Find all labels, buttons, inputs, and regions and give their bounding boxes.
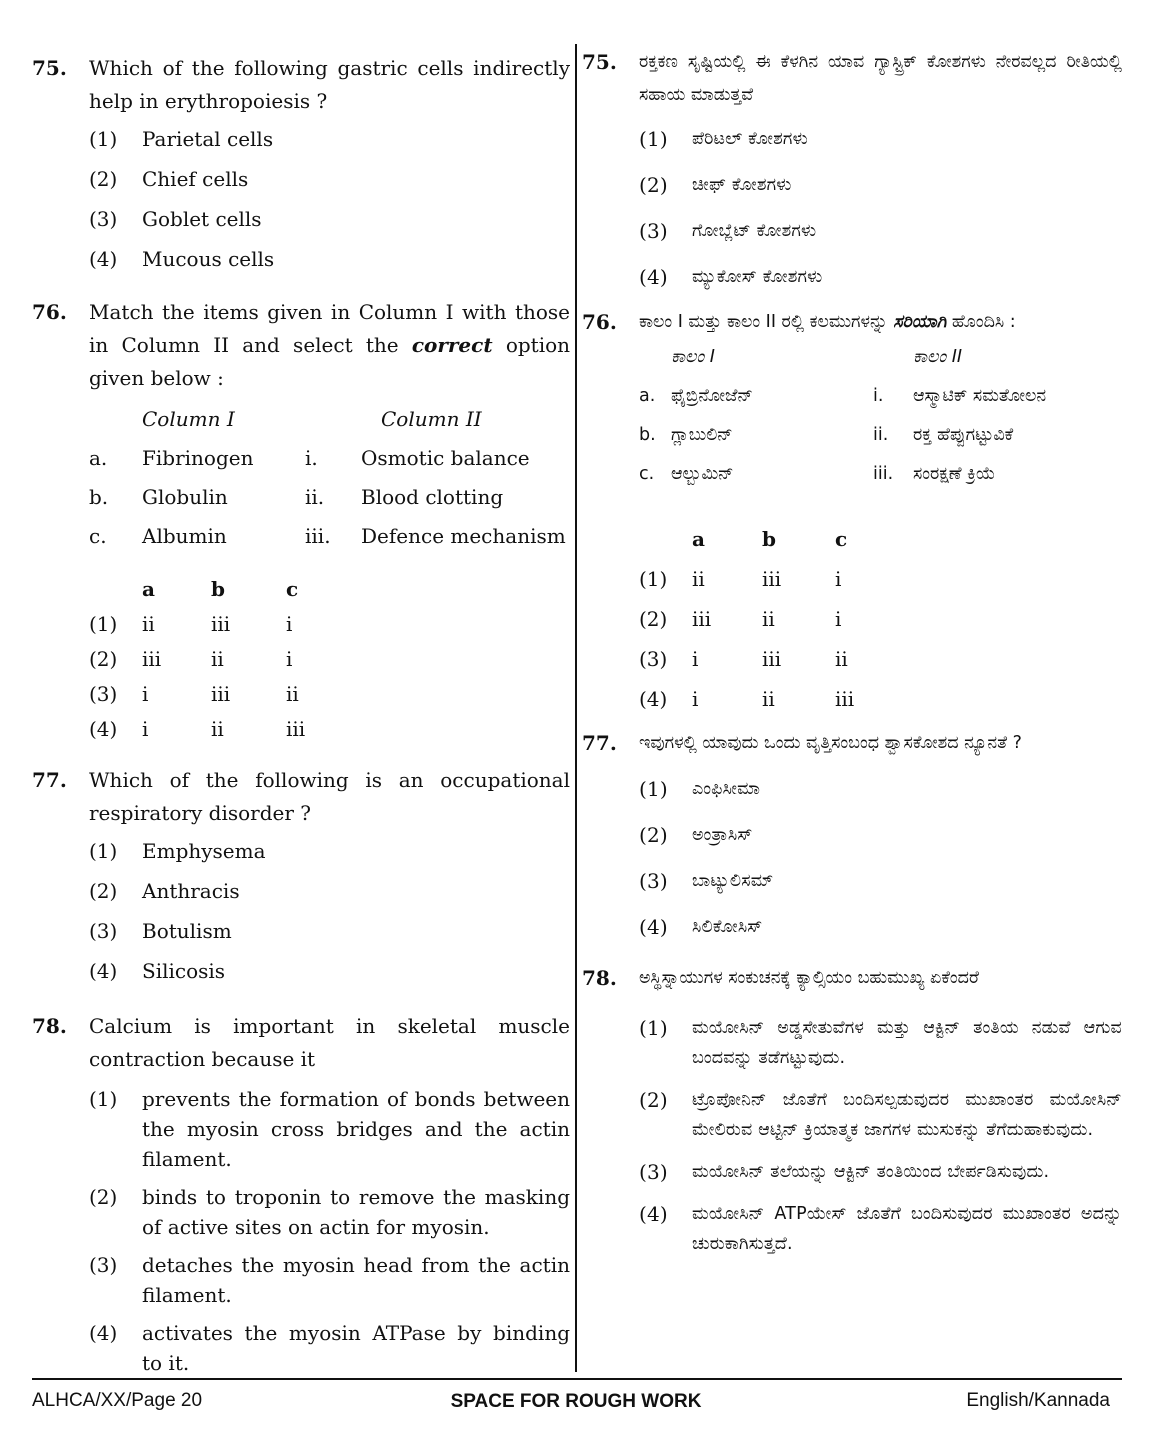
option[interactable]: (1) prevents the formation of bonds between the myosin cross bridges and the actin filament. (89, 1087, 570, 1171)
option[interactable]: (2) ಟ್ರೊಪೋನಿನ್ ಜೊತೆಗೆ ಬಂದಿಸಲ್ಪಡುವುದರ ಮುಖಾಂತರ ಮಯೋಸಿನ್ ಮೇಲಿರುವ ಆಟ್ಟಿನ್ ಕ್ರಿಯಾತ್ಮಕ ಜಾಗಗಳ ಮುಸುಕನ್ನು ತೆಗೆದುಹಾಕುವುದು. (639, 1088, 1122, 1140)
option[interactable]: (3) ಮಯೋಸಿನ್ ತಲೆಯನ್ನು ಆಕ್ಟಿನ್ ತಂತಿಯಿಂದ ಬೇರ್ಪಡಿಸುವುದು. (639, 1160, 1050, 1184)
option-number: (2) (89, 167, 118, 191)
question-text: ರಕ್ತಕಣ ಸೃಷ್ಟಿಯಲ್ಲಿ ಈ ಕೆಳಗಿನ ಯಾವ ಗ್ಯಾಸ್ಟ್ರಿಕ್ ಕೋಶಗಳು ನೇರವಲ್ಲದ ರೀತಿಯಲ್ಲಿ ಸಹಾಯ ಮಾಡುತ್ತವೆ (639, 52, 1122, 105)
match-row: c. Albumin iii. Defence mechanism (89, 524, 566, 548)
question-text: Match the items given in Column I with those in Column II and select the correct option given below : (89, 300, 571, 390)
option[interactable]: (3) Botulism (89, 919, 232, 943)
language-label: English/Kannada (966, 1390, 1110, 1411)
question-75-kn (582, 46, 1122, 302)
question-77-en (32, 764, 570, 996)
option[interactable]: (1) ಎಂಫಿಸೀಮಾ (639, 777, 761, 801)
option[interactable]: (4) ಮಯೋಸಿನ್ ATPಯೇಸ್ ಜೊತೆಗೆ ಬಂದಿಸುವುದರ ಮುಖಾಂತರ ಅದನ್ನು ಚುರುಕಾಗಿಸುತ್ತದೆ. (639, 1202, 1122, 1254)
question-text: ಕಾಲಂ I ಮತ್ತು ಕಾಲಂ II ರಲ್ಲಿ ಕಲಮುಗಳನ್ನು ಸರಿಯಾಗಿ ಹೊಂದಿಸಿ : (639, 312, 1016, 332)
option[interactable]: (2) binds to troponin to remove the masking of active sites on actin for myosin. (89, 1185, 570, 1239)
option[interactable]: (2) Anthracis (89, 879, 240, 903)
question-77-kn (582, 727, 1122, 952)
question-text: Which of the following gastric cells indirectly help in erythropoiesis ? (89, 56, 570, 113)
option-text: Mucous cells (142, 247, 275, 271)
question-number: 76. (582, 310, 617, 334)
english-column (32, 40, 570, 1378)
question-text: Calcium is important in skeletal muscle contraction because it (89, 1014, 570, 1071)
option[interactable]: (1) Emphysema (89, 839, 266, 863)
option[interactable]: (2) ಚೀಫ್ ಕೋಶಗಳು (639, 173, 792, 197)
question-75-en (32, 52, 570, 284)
option[interactable]: (4) ಮ್ಯುಕೋಸ್ ಕೋಶಗಳು (639, 265, 823, 289)
column-i-heading: ಕಾಲಂ I (671, 347, 715, 367)
question-78-kn (582, 962, 1122, 1259)
rough-work-label: SPACE FOR ROUGH WORK (450, 1391, 702, 1412)
question-text: Which of the following is an occupational respiratory disorder ? (89, 768, 570, 825)
question-text: ಇವುಗಳಲ್ಲಿ ಯಾವುದು ಒಂದು ವೃತ್ತಿಸಂಬಂಧ ಶ್ವಾಸಕೋಶದ ನ್ಯೂನತೆ ? (639, 733, 1022, 753)
match-table (89, 403, 570, 559)
option[interactable]: (4) Silicosis (89, 959, 226, 983)
question-text: ಅಸ್ಥಿಸ್ನಾಯುಗಳ ಸಂಕುಚನಕ್ಕೆ ಕ್ಯಾಲ್ಸಿಯಂ ಬಹುಮುಖ್ಯ ಏಕೆಂದರೆ (639, 968, 979, 988)
option[interactable]: (3) ಬಾಟ್ಯುಲಿಸಮ್ (639, 869, 774, 893)
question-number: 75. (32, 56, 67, 80)
column-divider (575, 44, 577, 1372)
answer-table: a b c (1) ii iii i (2) iii ii i (3) i iii ii (4) i ii iii (89, 573, 570, 748)
kannada-column (582, 40, 1122, 1259)
option-text: Goblet cells (142, 207, 262, 231)
question-78-en (32, 1010, 570, 1378)
question-76-kn (582, 306, 1122, 723)
option[interactable]: (2) ಅಂತ್ರಾಸಿಸ್ (639, 823, 753, 847)
option[interactable]: (1) ii iii i (639, 567, 842, 591)
question-number: 78. (32, 1014, 67, 1038)
option[interactable]: (3) i iii ii (89, 682, 299, 706)
option[interactable]: (4) ಸಿಲಿಕೋಸಿಸ್ (639, 915, 763, 939)
option-number: (4) (89, 247, 118, 271)
column-i-heading: Column I (142, 407, 235, 431)
question-number: 77. (582, 731, 617, 755)
option[interactable] (89, 204, 570, 244)
question-76-en (32, 296, 570, 748)
option[interactable]: (3) detaches the myosin head from the actin filament. (89, 1253, 570, 1307)
option[interactable]: (2) iii ii i (89, 647, 293, 671)
question-number: 76. (32, 300, 67, 324)
option[interactable]: (1) ಪೆರಿಟಲ್ ಕೋಶಗಳು (639, 127, 808, 151)
option[interactable] (89, 244, 570, 284)
question-number: 75. (582, 50, 617, 74)
question-number: 78. (582, 966, 617, 990)
option-number: (3) (89, 207, 118, 231)
option[interactable] (89, 164, 570, 204)
option[interactable]: (1) ಮಯೋಸಿನ್ ಅಡ್ಡಸೇತುವೆಗಳ ಮತ್ತು ಆಕ್ಟಿನ್ ತಂತಿಯ ನಡುವೆ ಆಗುವ ಬಂದವನ್ನು ತಡೆಗಟ್ಟುವುದು. (639, 1016, 1122, 1068)
option[interactable]: (2) iii ii i (639, 607, 842, 631)
match-row: b. Globulin ii. Blood clotting (89, 485, 504, 509)
match-row: c. ಆಲ್ಬುಮಿನ್ iii. ಸಂರಕ್ಷಣೆ ಕ್ರಿಯೆ (639, 464, 996, 484)
option[interactable]: (4) i ii iii (639, 687, 855, 711)
match-table (639, 341, 1122, 497)
footer-rule (32, 1378, 1122, 1380)
column-ii-heading: Column II (381, 407, 482, 431)
option[interactable]: (3) i iii ii (639, 647, 848, 671)
option-text: Chief cells (142, 167, 249, 191)
match-row: a. ಫೈಬ್ರಿನೋಜೆನ್ i. ಆಸ್ಮಾಟಿಕ್ ಸಮತೋಲನ (639, 386, 1047, 406)
option-number: (1) (89, 127, 118, 151)
match-row: a. Fibrinogen i. Osmotic balance (89, 446, 530, 470)
answer-table: a b c (1) ii iii i (2) iii ii i (3) i iii ii (4) i ii iii (639, 523, 1122, 723)
page-code: ALHCA/XX/Page 20 (32, 1390, 203, 1411)
option[interactable]: (3) ಗೋಬ್ಲೆಟ್ ಕೋಶಗಳು (639, 219, 817, 243)
question-number: 77. (32, 768, 67, 792)
option-text: Parietal cells (142, 127, 274, 151)
match-row: b. ಗ್ಲಾಬುಲಿನ್ ii. ರಕ್ತ ಹೆಪ್ಪುಗಟ್ಟುವಿಕೆ (639, 425, 1014, 445)
option[interactable]: (1) ii iii i (89, 612, 293, 636)
column-ii-heading: ಕಾಲಂ II (913, 347, 963, 367)
option[interactable] (89, 124, 570, 164)
option[interactable]: (4) activates the myosin ATPase by binding to it. (89, 1321, 570, 1375)
option[interactable]: (4) i ii iii (89, 717, 306, 741)
